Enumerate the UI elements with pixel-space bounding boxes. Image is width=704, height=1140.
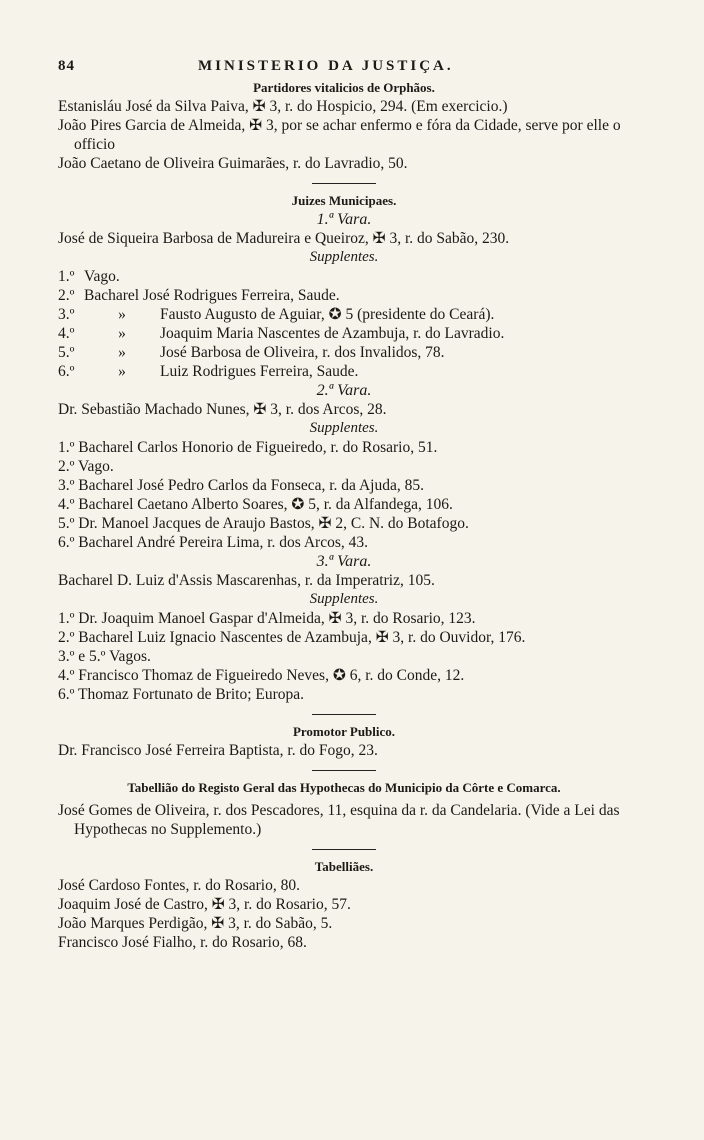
supplente-row: [58, 362, 630, 381]
ordinal: 2.º: [58, 287, 75, 304]
entry: 4.º Bacharel Caetano Alberto Soares, ✪ 5, r. da Alfandega, 106.: [58, 496, 453, 513]
entry-text: Fausto Augusto de Aguiar, ✪ 5 (presidente do Ceará).: [160, 306, 495, 323]
entry: Dr. Sebastião Machado Nunes, ✠ 3, r. dos Arcos, 28.: [58, 401, 387, 418]
entry: 5.º Dr. Manoel Jacques de Araujo Bastos, ✠ 2, C. N. do Botafogo.: [58, 515, 469, 532]
entry: 1.º Dr. Joaquim Manoel Gaspar d'Almeida, ✠ 3, r. do Rosario, 123.: [58, 610, 476, 627]
vara-heading: 3.ª Vara.: [316, 553, 372, 570]
running-title: MINISTERIO DA JUSTIÇA.: [198, 58, 454, 74]
entry: 2.º Vago.: [58, 458, 114, 475]
section-title-tabelliao: Tabellião do Registo Geral das Hypothecas do Municipio da Côrte e Comarca.: [127, 780, 561, 795]
supplente-row: [58, 305, 630, 324]
section-divider: [312, 714, 376, 715]
supplentes-heading: Supplentes.: [309, 249, 379, 265]
section-title-tabelliaes: Tabelliães.: [314, 859, 374, 874]
supplente-row: [58, 286, 630, 305]
ditto-mark: »: [118, 363, 126, 380]
ordinal: 5.º: [58, 344, 75, 361]
entry: Estanisláu José da Silva Paiva, ✠ 3, r. do Hospicio, 294. (Em exercicio.): [58, 98, 508, 115]
entry: 6.º Bacharel André Pereira Lima, r. dos Arcos, 43.: [58, 534, 368, 551]
ditto-mark: »: [118, 325, 126, 342]
entry: Francisco José Fialho, r. do Rosario, 68.: [58, 934, 307, 951]
entry: João Marques Perdigão, ✠ 3, r. do Sabão, 5.: [58, 915, 333, 932]
ordinal: 4.º: [58, 325, 75, 342]
entry: João Caetano de Oliveira Guimarães, r. do Lavradio, 50.: [58, 155, 408, 172]
ditto-mark: »: [118, 344, 126, 361]
section-divider: [312, 183, 376, 184]
vara-heading: 2.ª Vara.: [316, 382, 372, 399]
entry: 4.º Francisco Thomaz de Figueiredo Neves, ✪ 6, r. do Conde, 12.: [58, 667, 465, 684]
entry-text: Bacharel José Rodrigues Ferreira, Saude.: [84, 287, 340, 304]
section-divider: [312, 770, 376, 771]
entry: 1.º Bacharel Carlos Honorio de Figueiredo, r. do Rosario, 51.: [58, 439, 438, 456]
entry: José Gomes de Oliveira, r. dos Pescadores, 11, esquina da r. da Candelaria. (Vide a Lei das Hypothecas no Supplemento.): [58, 802, 620, 838]
entry: José de Siqueira Barbosa de Madureira e Queiroz, ✠ 3, r. do Sabão, 230.: [58, 230, 510, 247]
section-title-juizes: Juizes Municipaes.: [291, 193, 397, 208]
section-title-promotor: Promotor Publico.: [292, 724, 396, 739]
section-divider: [312, 849, 376, 850]
supplentes-heading: Supplentes.: [309, 420, 379, 436]
entry-text: José Barbosa de Oliveira, r. dos Invalidos, 78.: [160, 344, 445, 361]
page-number: 84: [58, 58, 75, 74]
entry: 6.º Thomaz Fortunato de Brito; Europa.: [58, 686, 305, 703]
entry: José Cardoso Fontes, r. do Rosario, 80.: [58, 877, 300, 894]
entry-text: Luiz Rodrigues Ferreira, Saude.: [160, 363, 359, 380]
supplente-row: [58, 267, 630, 286]
ordinal: 1.º: [58, 268, 75, 285]
entry: 3.º e 5.º Vagos.: [58, 648, 151, 665]
entry: 2.º Bacharel Luiz Ignacio Nascentes de Azambuja, ✠ 3, r. do Ouvidor, 176.: [58, 629, 526, 646]
ordinal: 6.º: [58, 363, 75, 380]
ordinal: 3.º: [58, 306, 75, 323]
entry: 3.º Bacharel José Pedro Carlos da Fonseca, r. da Ajuda, 85.: [58, 477, 424, 494]
vara-heading: 1.ª Vara.: [316, 211, 372, 228]
entry-text: Vago.: [84, 268, 120, 285]
entry: Bacharel D. Luiz d'Assis Mascarenhas, r. da Imperatriz, 105.: [58, 572, 435, 589]
entry-text: Joaquim Maria Nascentes de Azambuja, r. do Lavradio.: [160, 325, 505, 342]
entry: Joaquim José de Castro, ✠ 3, r. do Rosario, 57.: [58, 896, 351, 913]
supplente-row: [58, 324, 630, 343]
page-header: [58, 58, 630, 75]
section-title-partidores: Partidores vitalicios de Orphãos.: [253, 80, 435, 95]
supplentes-heading: Supplentes.: [309, 591, 379, 607]
entry: João Pires Garcia de Almeida, ✠ 3, por se achar enfermo e fóra da Cidade, serve por elle o officio: [58, 117, 621, 153]
ditto-mark: »: [118, 306, 126, 323]
entry: Dr. Francisco José Ferreira Baptista, r. do Fogo, 23.: [58, 742, 378, 759]
supplente-row: [58, 343, 630, 362]
